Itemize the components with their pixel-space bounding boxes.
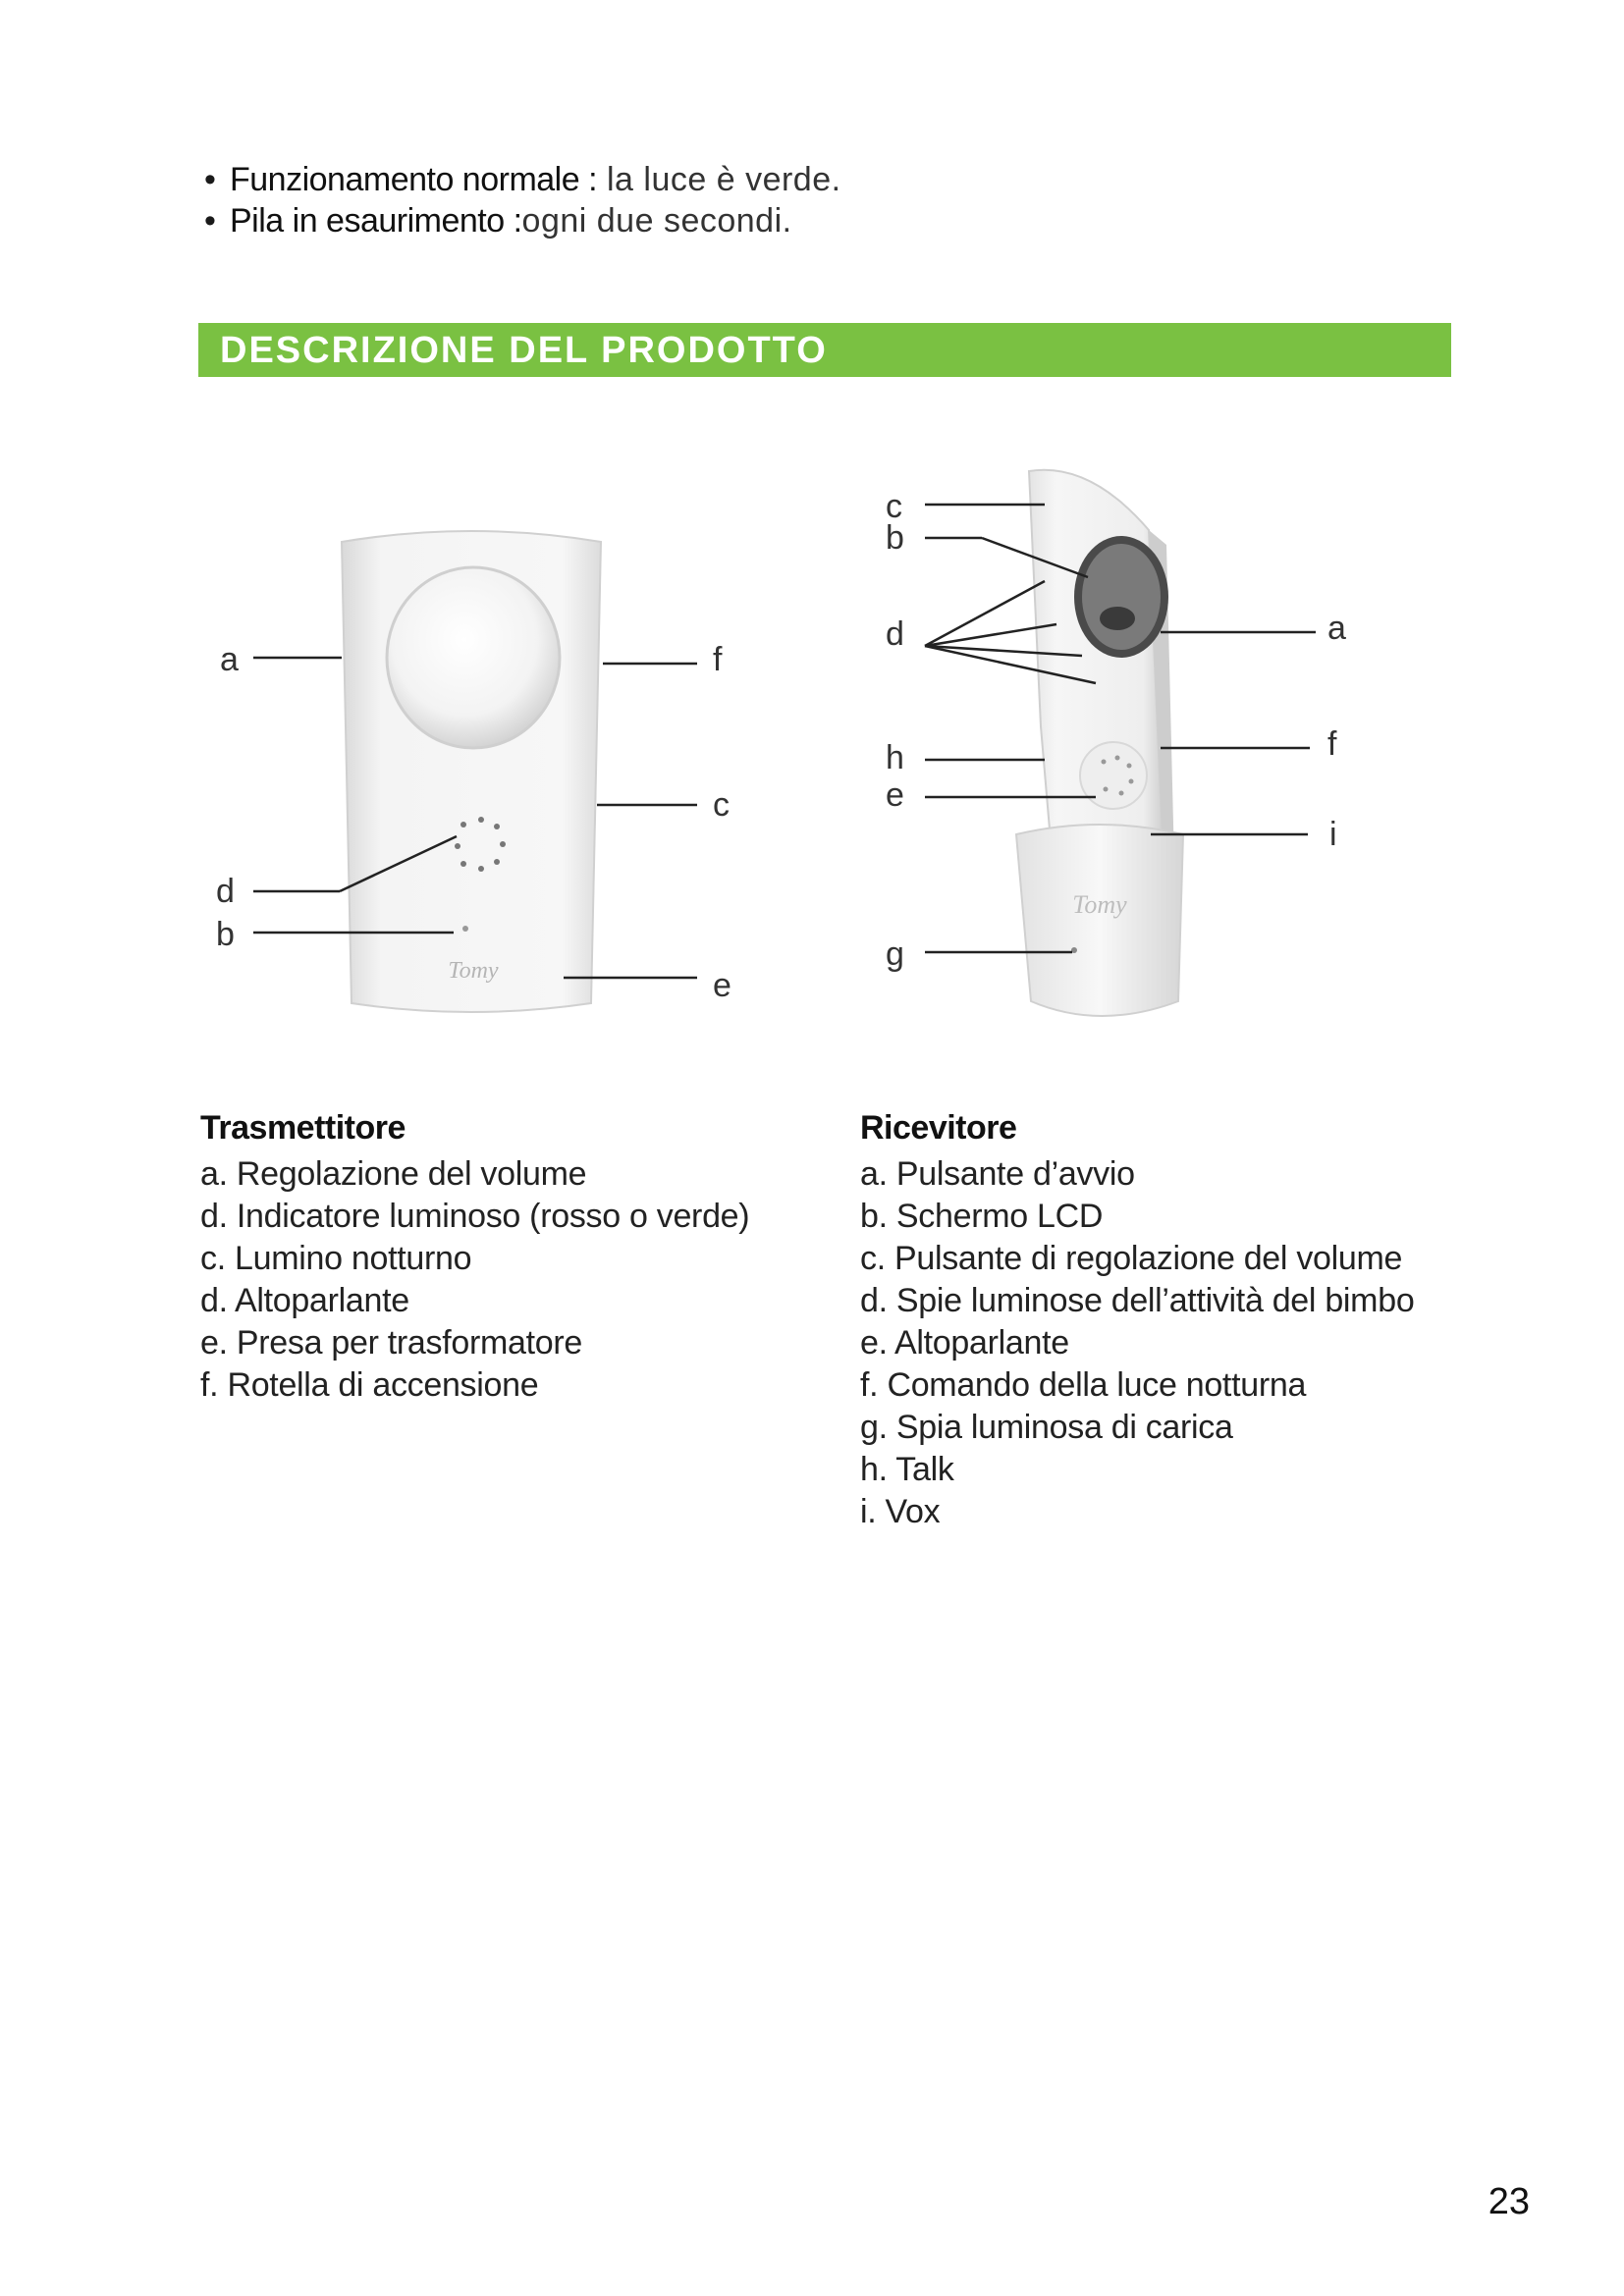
callout-i: i <box>1329 816 1337 853</box>
bullet-icon: • <box>204 202 216 240</box>
callout-h: h <box>886 739 904 776</box>
list-item: g. Spia luminosa di carica <box>860 1409 1233 1446</box>
list-item: d. Altoparlante <box>200 1282 409 1319</box>
callout-e: e <box>713 967 731 1004</box>
list-item: c. Lumino notturno <box>200 1240 472 1277</box>
svg-text:Tomy: Tomy <box>1072 890 1127 919</box>
transmitter-figure <box>206 501 756 1031</box>
list-item: d. Spie luminose dell’attività del bimbo <box>860 1282 1415 1319</box>
list-item: b. Schermo LCD <box>860 1198 1104 1235</box>
status-bullets <box>204 159 841 241</box>
status-label: Funzionamento normale : <box>230 161 598 198</box>
callout-e: e <box>886 776 904 814</box>
transmitter-list <box>200 1153 749 1407</box>
receiver-list <box>860 1153 1414 1533</box>
status-line-battery <box>204 200 841 241</box>
section-title: DESCRIZIONE DEL PRODOTTO <box>220 330 828 371</box>
callout-g: g <box>886 935 904 973</box>
callout-c: c <box>886 488 902 525</box>
receiver-illustration <box>864 452 1375 1041</box>
list-item: d. Indicatore luminoso (rosso o verde) <box>200 1198 750 1235</box>
callout-a: a <box>1327 610 1346 647</box>
page-number: 23 <box>1488 2181 1530 2222</box>
list-item: a. Pulsante d’avvio <box>860 1155 1135 1193</box>
list-item: i. Vox <box>860 1493 941 1530</box>
list-item: e. Altoparlante <box>860 1324 1069 1362</box>
callout-a: a <box>220 641 239 678</box>
svg-text:Tomy: Tomy <box>448 958 499 984</box>
status-value: ogni due secondi. <box>521 202 792 240</box>
callout-d: d <box>216 873 235 910</box>
callout-f: f <box>713 641 723 678</box>
transmitter-illustration <box>206 501 756 1031</box>
receiver-heading: Ricevitore <box>860 1109 1017 1147</box>
transmitter-heading: Trasmettitore <box>200 1109 406 1147</box>
receiver-figure <box>864 452 1375 1041</box>
status-label: Pila in esaurimento : <box>230 202 522 240</box>
list-item: f. Comando della luce notturna <box>860 1366 1307 1404</box>
list-item: h. Talk <box>860 1451 954 1488</box>
callout-b: b <box>216 916 235 953</box>
transmitter-description <box>200 1107 749 1407</box>
list-item: a. Regolazione del volume <box>200 1155 587 1193</box>
callout-b: b <box>886 519 904 557</box>
bullet-icon: • <box>204 161 216 198</box>
receiver-device <box>1016 470 1183 1016</box>
list-item: c. Pulsante di regolazione del volume <box>860 1240 1403 1277</box>
section-header-bar <box>198 323 1451 377</box>
list-item: e. Presa per trasformatore <box>200 1324 583 1362</box>
callout-c: c <box>713 786 730 824</box>
transmitter-device <box>342 531 601 1012</box>
callout-d: d <box>886 615 904 653</box>
callout-f: f <box>1327 725 1337 763</box>
status-line-normal <box>204 159 841 200</box>
receiver-description <box>860 1107 1414 1533</box>
list-item: f. Rotella di accensione <box>200 1366 539 1404</box>
status-value: la luce è verde. <box>597 161 841 198</box>
